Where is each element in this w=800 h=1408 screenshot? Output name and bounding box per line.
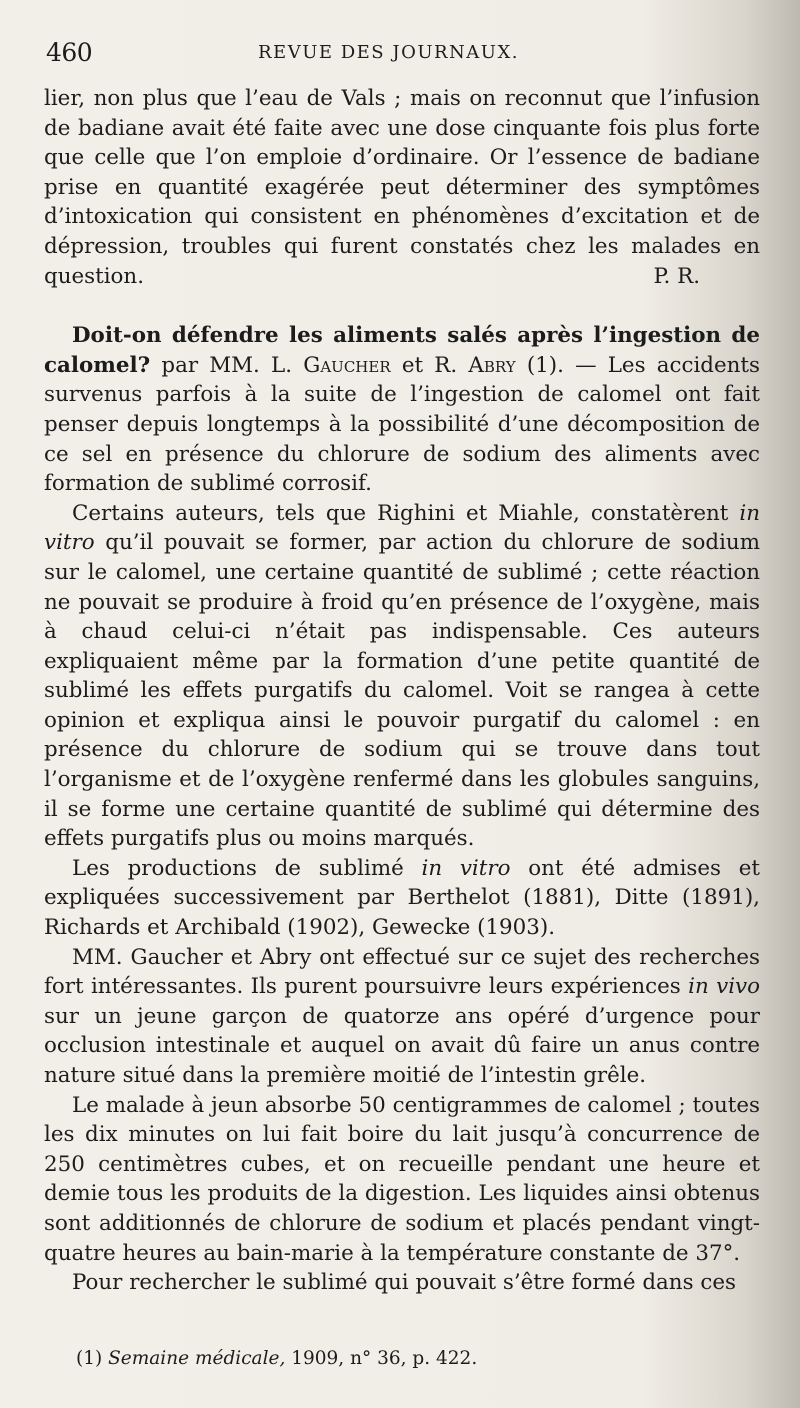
footnote-details: 1909, n° 36, p. 422.	[285, 1348, 478, 1369]
footnote	[76, 1348, 477, 1369]
paragraph-text: Le malade à jeun absorbe 50 centigrammes de calomel ; toutes les dix minutes on lui fait boire du lait jusqu’à concurrence de 250 centimètres cubes, et on recueille pendant une heure et demie tous les produits de la digestion. Les liquides ainsi obtenus sont additionnés de chlorure de sodium et placés pendant vingt-quatre heures au bain-marie à la température constante de 37°.	[44, 1092, 760, 1266]
paragraph-text: sur un jeune garçon de quatorze ans opéré d’urgence pour occlusion intestinale et auquel on avait dû faire un anus contre nature situé dans la première moitié de l’intestin grêle.	[44, 1003, 760, 1088]
paragraph-text: MM. Gaucher et Abry ont effectué sur ce sujet des recherches fort intéressantes. Ils purent poursuivre leurs expériences	[44, 944, 760, 1000]
author-name: Abry	[468, 352, 516, 378]
byline-conjunction: et R.	[390, 352, 469, 378]
italic-term: in vitro	[421, 855, 511, 881]
paragraph	[44, 499, 760, 854]
paragraph-text: Les productions de sublimé	[72, 855, 422, 881]
italic-term: in vivo	[688, 974, 760, 1000]
paragraph-text: (1). — Les accidents survenus parfois à la suite de l’ingestion de calomel ont fait penser depuis longtemps à la possibilité d’une décomposition de ce sel en présence du chlorure de sodium des aliments avec formation de sublimé corrosif.	[44, 352, 761, 497]
byline-prefix: par MM. L.	[150, 352, 304, 378]
paragraph	[44, 1268, 760, 1298]
paragraph-text: Certains auteurs, tels que Righini et Miahle, constatèrent	[72, 500, 740, 526]
page-number: 460	[46, 38, 93, 67]
article-title-paragraph	[44, 321, 760, 499]
italic-term: in vitro	[44, 500, 760, 556]
article-body	[44, 84, 760, 1298]
paragraph-text: Pour rechercher le sublimé qui pouvait s’être formé dans ces	[72, 1270, 736, 1296]
initials-line	[44, 262, 760, 292]
footnote-journal: Semaine médicale,	[108, 1348, 286, 1369]
article-title: Doit-on défendre les aliments salés après l’ingestion de calomel?	[44, 323, 760, 378]
author-initials: P. R.	[653, 263, 700, 289]
paragraph	[44, 854, 760, 943]
running-head: REVUE DES JOURNAUX.	[258, 42, 519, 63]
footnote-marker: (1)	[76, 1348, 109, 1369]
paragraph	[44, 1091, 760, 1269]
page-header	[46, 38, 766, 78]
paragraph-text: lier, non plus que l’eau de Vals ; mais on reconnut que l’infusion de badiane avait été faite avec une dose cinquante fois plus forte que celle que l’on emploie d’ordinaire. Or l’essence de badiane prise en quantité exagérée peut déterminer des symptômes d’intoxication qui consistent en phénomènes d’excitation et de dépression, troubles qui furent constatés chez les malades en question.	[44, 86, 760, 289]
paragraph-continued	[44, 84, 760, 291]
paragraph-text: ont été admises et expliquées successivement par Berthelot (1881), Ditte (1891), Richards et Archibald (1902), Gewecke (1903).	[44, 855, 761, 941]
paragraph-text: qu’il pouvait se former, par action du chlorure de sodium sur le calomel, une certaine quantité de sublimé ; cette réaction ne pouvait se produire à froid qu’en présence de l’oxygène, mais à chaud celui-ci n’était pas indispensable. Ces auteurs expliquaient même par la formation d’une petite quantité de sublimé les effets purgatifs du calomel. Voit se rangea à cette opinion et expliqua ainsi le pouvoir purgatif du calomel : en présence du chlorure de sodium qui se trouve dans tout l’organisme et de l’oxygène renfermé dans les globules sanguins, il se forme une certaine quantité de sublimé qui détermine des effets purgatifs plus ou moins marqués.	[44, 530, 760, 852]
paragraph	[44, 943, 760, 1091]
author-name: Gaucher	[303, 352, 391, 378]
